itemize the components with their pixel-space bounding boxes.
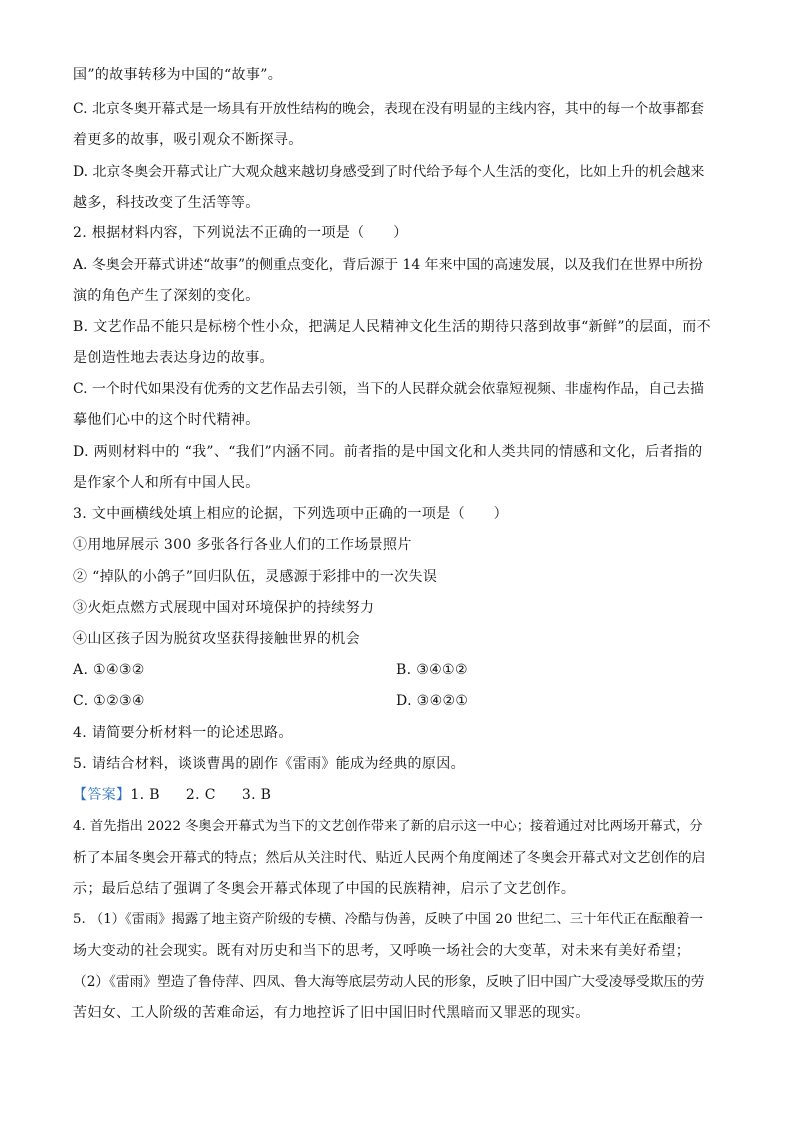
question-5-stem: 5. 请结合材料，谈谈曹禺的剧作《雷雨》能成为经典的原因。: [73, 756, 465, 772]
question-2-stem: 2. 根据材料内容，下列说法不正确的一项是（ ）: [73, 225, 408, 241]
text-line: 演的角色产生了深刻的变化。: [73, 288, 260, 304]
answer-2: 2. C: [185, 787, 216, 803]
evidence-item-1: ①用地屏展示 300 多张各行各业人们的工作场景照片: [73, 537, 412, 553]
question-2-option-b: B. 文艺作品不能只是标榜个性小众，把满足人民精神文化生活的期待只落到故事“新鲜”的层面，而不: [73, 319, 711, 335]
evidence-item-4: ④山区孩子因为脱贫攻坚获得接触世界的机会: [73, 631, 360, 647]
question-2-option-c: C. 一个时代如果没有优秀的文艺作品去引领，当下的人民群众就会依靠短视频、非虚构作品，自己去描: [73, 381, 704, 397]
evidence-item-2: ② “掉队的小鸽子”回归队伍，灵感源于彩排中的一次失误: [73, 569, 438, 585]
question-2-option-d: D. 两则材料中的 “我”、“我们”内涵不同。前者指的是中国文化和人类共同的情感和文化，后者指的: [73, 444, 703, 460]
text-line: 越多，科技改变了生活等等。: [73, 195, 260, 211]
answer-4-text: 析了本届冬奥会开幕式的特点；然后从关注时代、贴近人民两个角度阐述了冬奥会开幕式对文艺创作的启: [73, 850, 706, 866]
text-line: 国”的故事转移为中国的“故事”。: [73, 67, 283, 83]
text-line: 着更多的故事，吸引观众不断探寻。: [73, 132, 303, 148]
answer-5-text: 5. （1）《雷雨》揭露了地主资产阶级的专横、冷酷与伪善，反映了中国 20 世纪二、三十年代正在酝酿着一: [73, 912, 703, 927]
question-3-stem: 3. 文中画横线处填上相应的论据，下列选项中正确的一项是（ ）: [73, 506, 509, 522]
answer-5-text: （2）《雷雨》塑造了鲁侍萍、四凤、鲁大海等底层劳动人民的形象，反映了旧中国广大受凌辱受欺压的劳: [73, 974, 705, 990]
answer-5-text: 苦妇女、工人阶级的苦难命运，有力地控诉了旧中国旧时代黑暗而又罪恶的现实。: [73, 1005, 590, 1021]
question-3-option-b: B. ③④①②: [396, 662, 468, 678]
answer-tag: 【答案】: [73, 787, 131, 803]
evidence-item-3: ③火炬点燃方式展现中国对环境保护的持续努力: [73, 600, 375, 616]
answer-line: [73, 785, 721, 805]
answer-1: 1. B: [130, 787, 160, 803]
question-1-option-d: D. 北京冬奥会开幕式让广大观众越来越切身感受到了时代给予每个人生活的变化，比如上升的机会越来: [73, 164, 705, 180]
question-3-options-row-2: [73, 691, 721, 711]
question-3-option-d: D. ③④②①: [396, 693, 469, 709]
text-line: 摹他们心中的这个时代精神。: [73, 412, 260, 428]
question-3-option-a: A. ①④③②: [73, 662, 145, 678]
text-line: 是创造性地去表达身边的故事。: [73, 350, 274, 366]
question-2-option-a: A. 冬奥会开幕式讲述“故事”的侧重点变化，背后源于 14 年来中国的高速发展，以及我们在世界中所扮: [73, 257, 703, 273]
question-3-option-c: C. ①②③④: [73, 693, 145, 709]
answer-4-text: 示；最后总结了强调了冬奥会开幕式体现了中国的民族精神，启示了文艺创作。: [73, 881, 576, 897]
question-3-options-row-1: [73, 660, 721, 680]
answer-3: 3. B: [241, 787, 272, 803]
question-4-stem: 4. 请简要分析材料一的论述思路。: [73, 725, 293, 741]
text-line: 是作家个人和所有中国人民。: [73, 475, 260, 491]
answer-5-text: 场大变动的社会现实。既有对历史和当下的思考，又呼唤一场社会的大变革，对未来有美好希望；: [73, 943, 691, 959]
question-1-option-c: C. 北京冬奥开幕式是一场具有开放性结构的晚会，表现在没有明显的主线内容，其中的每一个故事都套: [73, 101, 704, 117]
answer-4-text: 4. 首先指出 2022 冬奥会开幕式为当下的文艺创作带来了新的启示这一中心；接着通过对比两场开幕式，分: [73, 819, 703, 834]
